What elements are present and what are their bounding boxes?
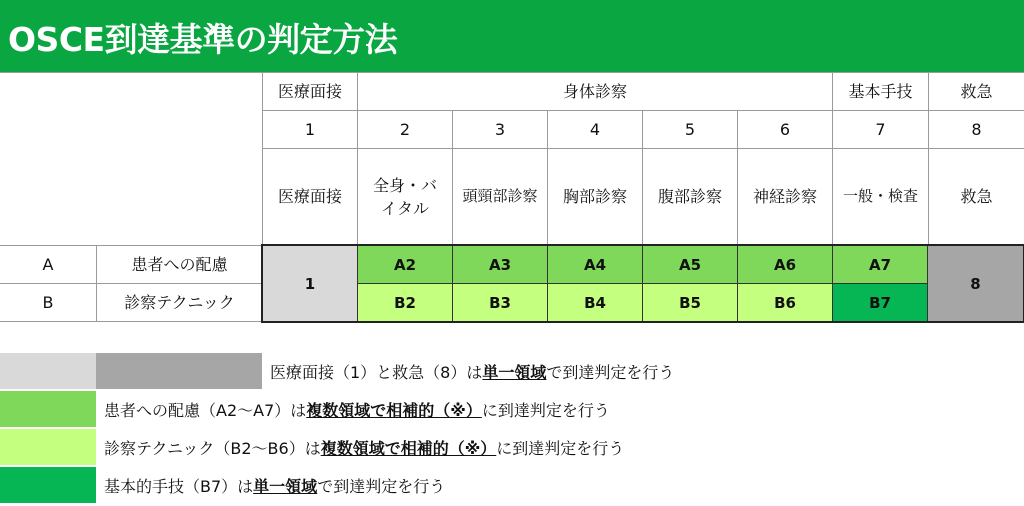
legend-text: 医療面接（1）と救急（8）は 単一領域 で到達判定を行う (270, 362, 675, 382)
merged-cell-8: 8 (927, 245, 1024, 322)
group-physical: 身体診察 (562, 81, 627, 101)
page-title: OSCE到達基準の判定方法 (8, 20, 398, 59)
domain-8: 救急 (960, 187, 993, 207)
domain-5: 腹部診察 (657, 187, 722, 207)
number-2: 2 (399, 119, 411, 139)
number-3: 3 (494, 119, 506, 139)
domain-6: 神経診察 (752, 187, 817, 207)
score-b6: B6 (737, 283, 833, 322)
score-b7: B7 (832, 283, 928, 322)
number-6: 6 (779, 119, 791, 139)
domain-4: 胸部診察 (562, 187, 627, 207)
score-b3: B3 (452, 283, 548, 322)
score-b4: B4 (547, 283, 643, 322)
number-1: 1 (304, 119, 316, 139)
legend-swatch-gray-dark (96, 353, 262, 389)
legend-row-single-domain (0, 353, 1024, 389)
group-emergency: 救急 (960, 81, 993, 101)
legend-text: 患者への配慮（A2〜A7）は 複数領域で相補的（※） に到達判定を行う (104, 400, 610, 420)
number-5: 5 (684, 119, 696, 139)
legend-swatch-green-dark (0, 467, 96, 503)
group-interview: 医療面接 (277, 81, 342, 101)
legend-swatch-green-pale (0, 429, 96, 465)
row-label-b: 診察テクニック (124, 292, 235, 312)
domain-2: 全身・バイタル (372, 175, 437, 218)
score-a7: A7 (832, 245, 928, 284)
number-7: 7 (875, 119, 886, 139)
legend-text: 基本的手技（B7）は 単一領域 で到達判定を行う (104, 476, 446, 496)
score-b5: B5 (642, 283, 738, 322)
legend-text: 診察テクニック（B2〜B6）は 複数領域で相補的（※） に到達判定を行う (104, 438, 625, 458)
score-a5: A5 (642, 245, 738, 284)
number-4: 4 (589, 119, 601, 139)
score-a4: A4 (547, 245, 643, 284)
row-code-b: B (42, 292, 54, 312)
legend-row-patient-care (0, 391, 1024, 427)
merged-cell-1: 1 (262, 245, 358, 322)
group-basic: 基本手技 (848, 81, 913, 101)
score-a6: A6 (737, 245, 833, 284)
score-a3: A3 (452, 245, 548, 284)
legend-row-basic-skill (0, 467, 1024, 503)
domain-3: 頭頸部診察 (462, 187, 538, 206)
title-bar (0, 0, 1024, 72)
domain-1: 医療面接 (277, 187, 342, 207)
domain-7: 一般・検査 (842, 187, 918, 206)
legend-swatch-gray-light (0, 353, 96, 389)
number-8: 8 (971, 119, 982, 139)
row-code-a: A (42, 254, 54, 274)
legend-swatch-green-light (0, 391, 96, 427)
score-b2: B2 (357, 283, 453, 322)
criteria-table (0, 72, 1024, 322)
score-a2: A2 (357, 245, 453, 284)
row-label-a: 患者への配慮 (131, 254, 228, 274)
legend-row-technique (0, 429, 1024, 465)
